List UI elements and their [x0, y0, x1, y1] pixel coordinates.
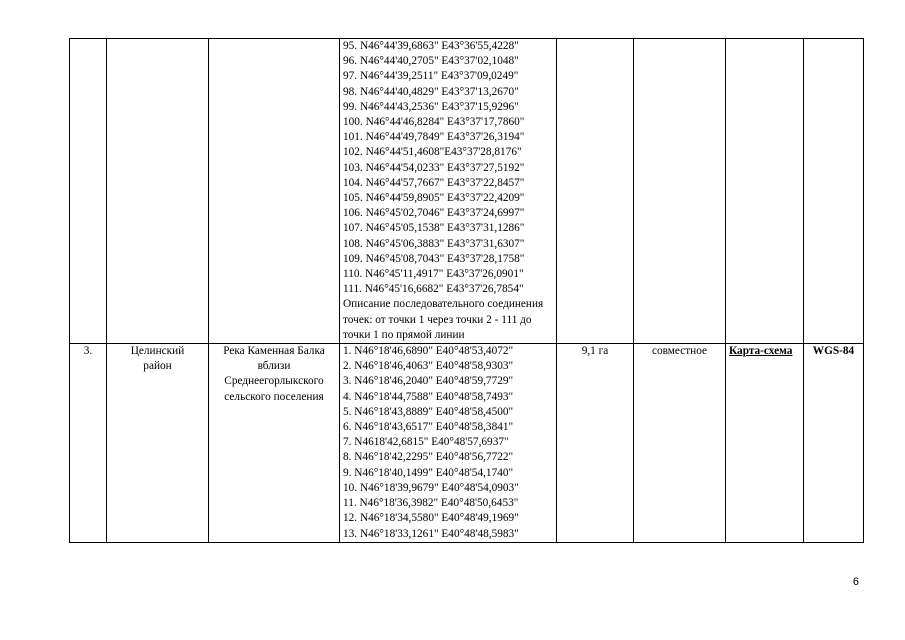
coordinate-line: 7. N4618'42,6815" E40°48'57,6937": [343, 436, 509, 449]
table-row: [70, 344, 864, 543]
place-line: сельского поселения: [224, 390, 324, 403]
place-cell: [209, 344, 340, 543]
place-cell: [209, 39, 340, 344]
coordinate-line: 100. N46°44'46,8284" E43°37'17,7860": [343, 116, 525, 129]
coordinate-line: 97. N46°44'39,2511" E43°37'09,0249": [343, 70, 519, 83]
table-row: [70, 39, 864, 344]
document-table: [69, 38, 864, 543]
coordinate-line: 4. N46°18'44,7588" E40°48'58,7493": [343, 390, 514, 403]
coordinate-line: 1. N46°18'46,6890" E40°48'53,4072": [343, 345, 514, 358]
coordinate-line: 98. N46°44'40,4829" E43°37'13,2670": [343, 85, 519, 98]
district-cell: [107, 344, 209, 543]
coordinates-cell: [340, 344, 557, 543]
coordinate-system: WGS-84: [812, 345, 855, 358]
area-value: 9,1 га: [581, 345, 609, 358]
place-line: Река Каменная Балка: [223, 345, 325, 358]
connection-description: Описание последовательного соединения точек: от точки 1 через точки 2 - 111 до точки 1 по прямой линии: [343, 298, 544, 341]
coordinate-line: 11. N46°18'36,3982" E40°48'50,6453": [343, 497, 519, 510]
row-number: 3.: [83, 345, 93, 358]
coordinate-line: 3. N46°18'46,2040" E40°48'59,7729": [343, 375, 514, 388]
district-cell: [107, 39, 209, 344]
coordinate-line: 109. N46°45'08,7043" E43°37'28,1758": [343, 252, 525, 265]
map-link-cell: [726, 39, 804, 344]
coordinate-line: 96. N46°44'40,2705" E43°37'02,1048": [343, 55, 519, 68]
coordinate-line: 6. N46°18'43,6517" E40°48'58,3841": [343, 421, 514, 434]
map-link-cell: [726, 344, 804, 543]
coordinate-line: 95. N46°44'39,6863" E43°36'55,4228": [343, 40, 519, 52]
coordinate-line: 5. N46°18'43,8889" E40°48'58,4500": [343, 405, 514, 418]
coordinate-line: 99. N46°44'43,2536" E43°37'15,9296": [343, 100, 519, 113]
coordinate-line: 107. N46°45'05,1538" E43°37'31,1286": [343, 222, 525, 235]
row-number-cell: [70, 39, 107, 344]
coordinate-line: 9. N46°18'40,1499" E40°48'54,1740": [343, 466, 514, 479]
coordinate-line: 105. N46°44'59,8905" E43°37'22,4209": [343, 192, 525, 205]
district-line: Целинский: [130, 345, 185, 358]
coordinate-system-cell: [804, 344, 864, 543]
coordinate-line: 108. N46°45'06,3883" E43°37'31,6307": [343, 237, 525, 250]
coordinate-line: 8. N46°18'42,2295" E40°48'56,7722": [343, 451, 514, 464]
area-cell: [557, 39, 634, 344]
row-number-cell: [70, 344, 107, 543]
page-number: 6: [852, 576, 859, 588]
usage-type-cell: [634, 344, 726, 543]
coordinate-line: 2. N46°18'46,4063" E40°48'58,9303": [343, 360, 514, 373]
place-line: вблизи: [257, 360, 291, 373]
coordinate-line: 10. N46°18'39,9679" E40°48'54,0903": [343, 481, 519, 494]
coordinate-line: 110. N46°45'11,4917" E43°37'26,0901": [343, 268, 524, 281]
place-line: Среднеегорлыкского: [224, 375, 324, 388]
coordinate-line: 13. N46°18'33,1261" E40°48'48,5983": [343, 527, 519, 540]
coordinates-cell: [340, 39, 557, 344]
usage-type: совместное: [651, 345, 708, 358]
area-cell: [557, 344, 634, 543]
coordinate-line: 103. N46°44'54,0233" E43°37'27,5192": [343, 161, 525, 174]
map-scheme-link[interactable]: Карта-схема: [729, 345, 793, 358]
coordinate-line: 104. N46°44'57,7667" E43°37'22,8457": [343, 176, 525, 189]
usage-type-cell: [634, 39, 726, 344]
coordinate-line: 111. N46°45'16,6682" E43°37'26,7854": [343, 283, 524, 296]
district-line: район: [143, 360, 172, 373]
coordinate-line: 102. N46°44'51,4608"E43°37'28,8176": [343, 146, 522, 159]
coordinate-line: 106. N46°45'02,7046" E43°37'24,6997": [343, 207, 525, 220]
coordinate-line: 12. N46°18'34,5580" E40°48'49,1969": [343, 512, 519, 525]
coordinate-line: 101. N46°44'49,7849" E43°37'26,3194": [343, 131, 525, 144]
coordinate-system-cell: [804, 39, 864, 344]
